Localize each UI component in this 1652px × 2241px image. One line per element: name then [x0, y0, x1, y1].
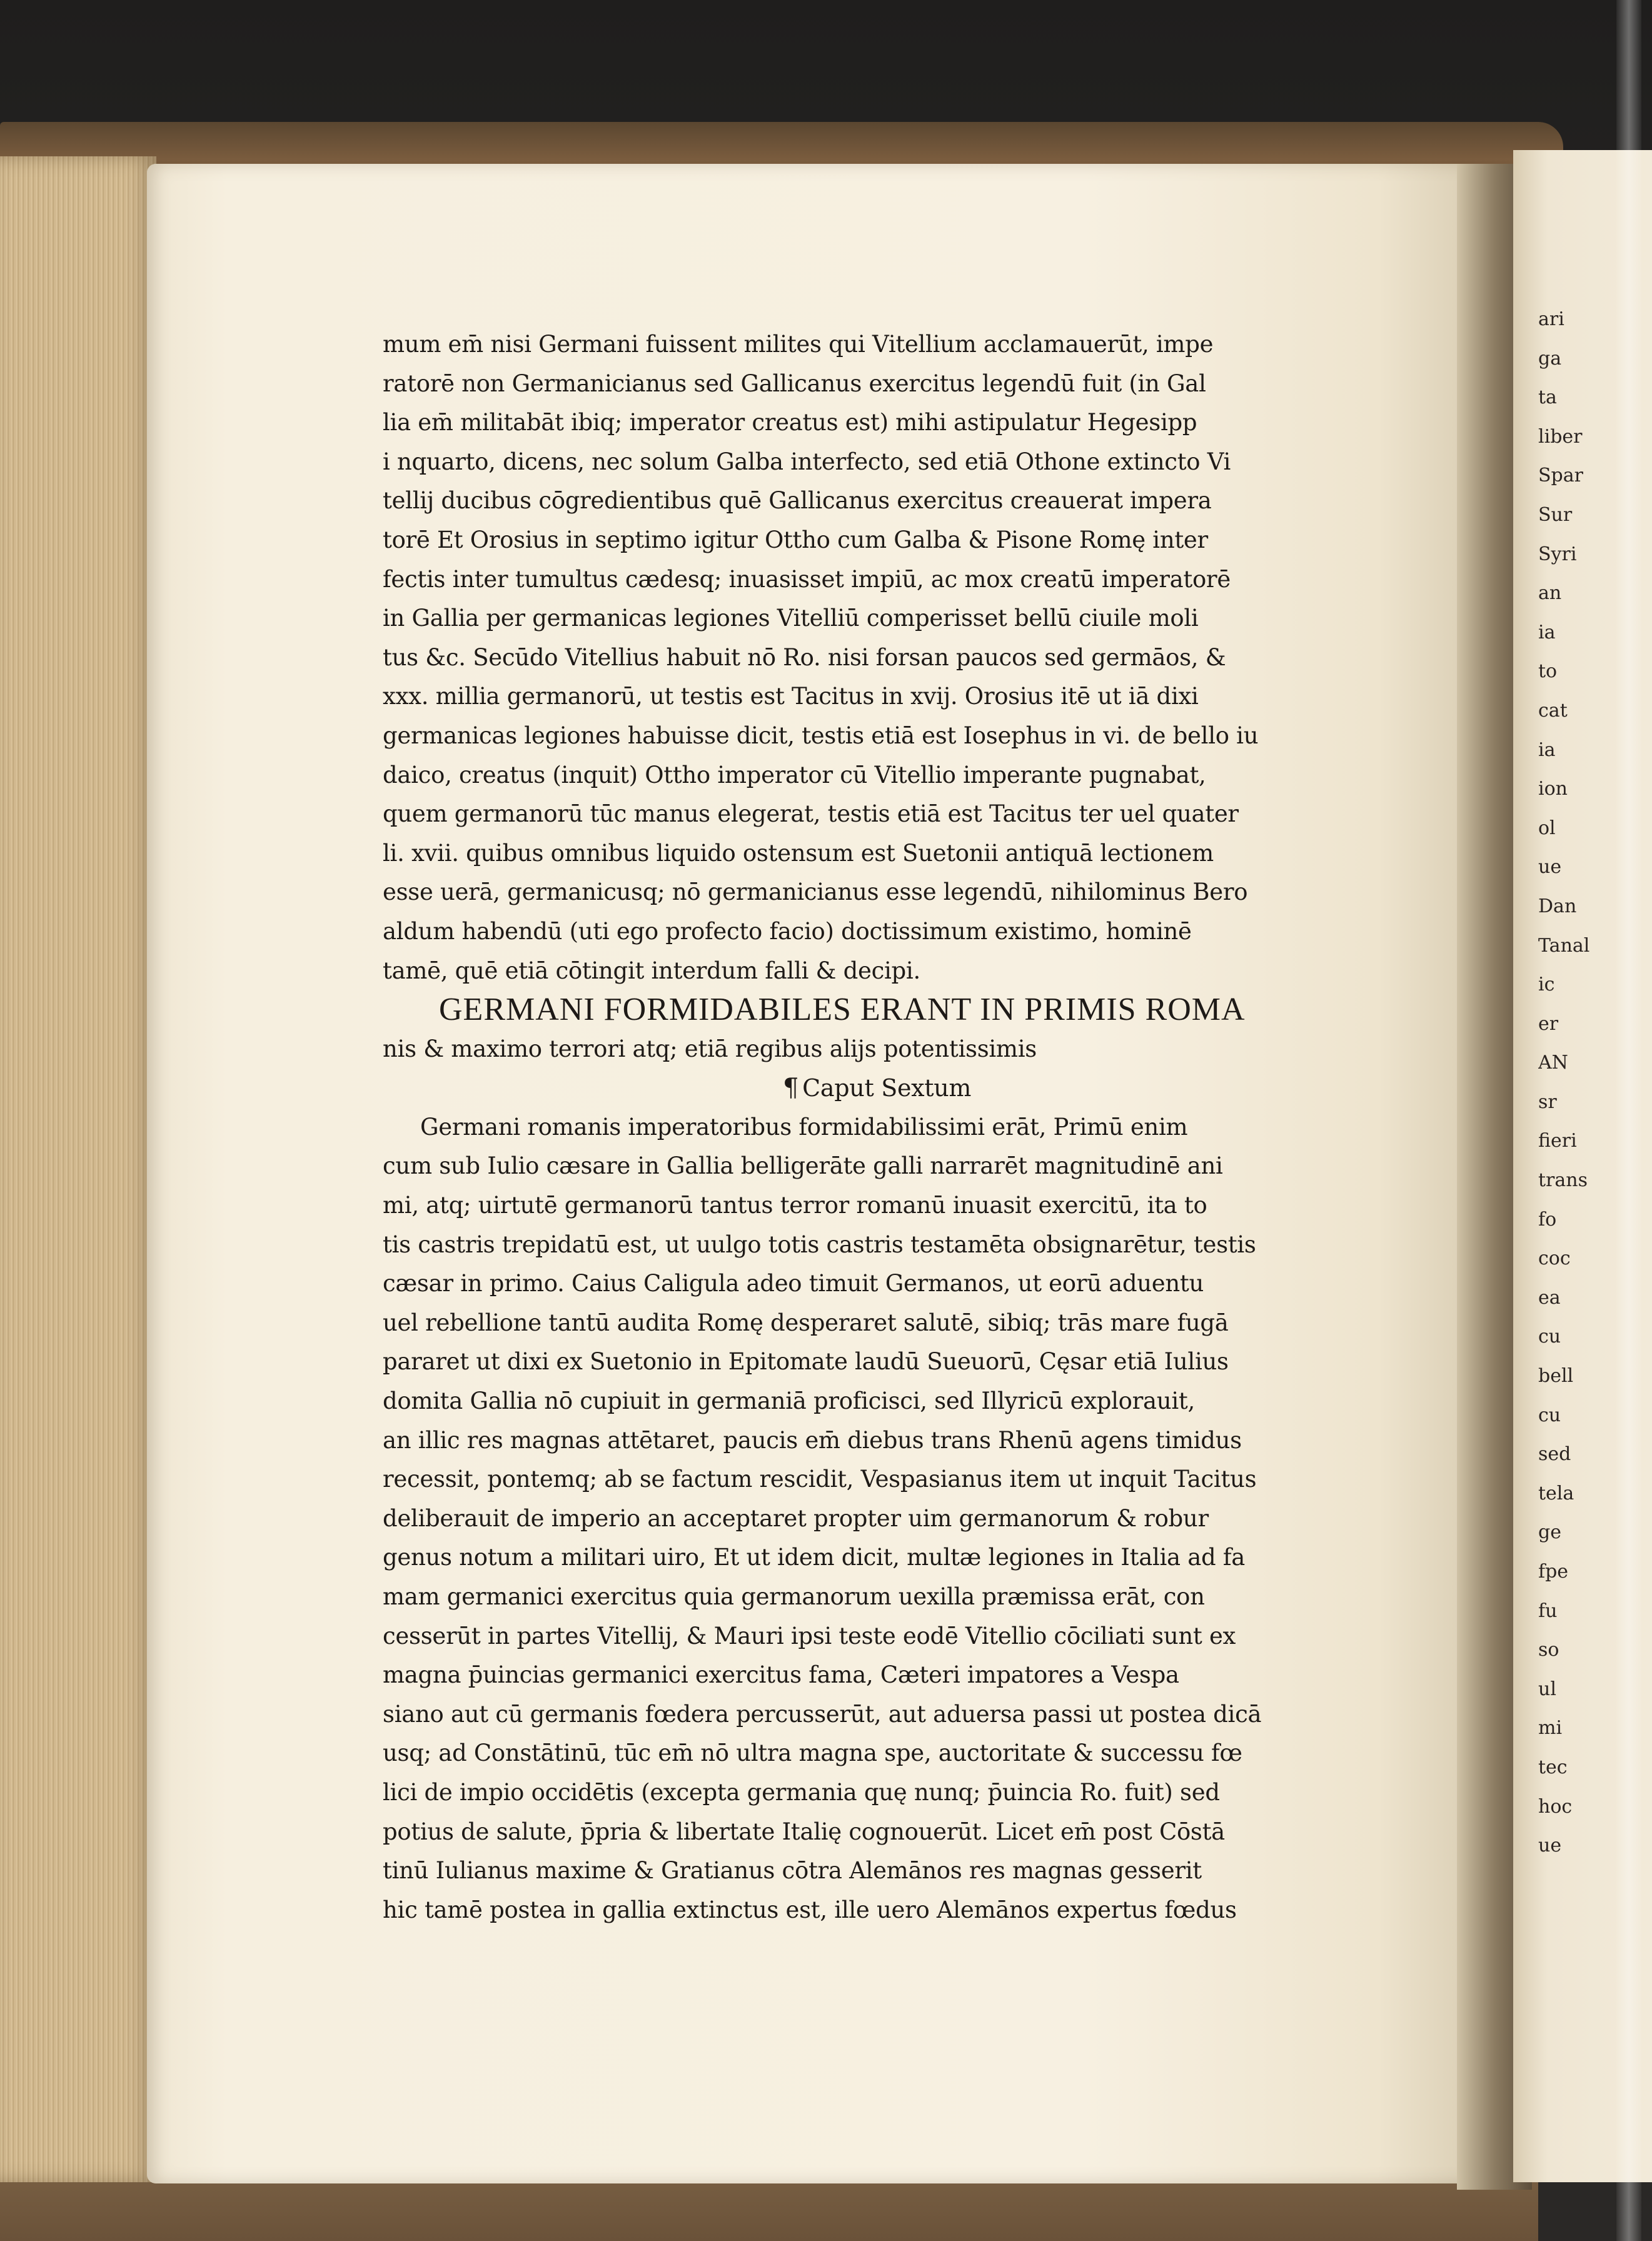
facing-page-fragment-line: tec	[1538, 1756, 1568, 1778]
body-line: mi, atq; uirtutē germanorū tantus terror romanū inuasit exercitū, ita to	[383, 1192, 1207, 1219]
body-line: tinū Iulianus maxime & Gratianus cōtra Alemānos res magnas gesserit	[383, 1857, 1202, 1885]
page-stack-edge	[0, 156, 156, 2182]
facing-page-fragment-line: cu	[1538, 1404, 1561, 1426]
facing-page-fragment-line: cat	[1538, 699, 1568, 722]
text-line: li. xvii. quibus omnibus liquido ostensum est Suetonii antiquā lectionem	[383, 839, 1214, 867]
text-line: daico, creatus (inquit) Ottho imperator cū Vitellio imperante pugnabat,	[383, 761, 1206, 788]
body-line: genus notum a militari uiro, Et ut idem dicit, multæ legiones in Italia ad fa	[383, 1544, 1245, 1571]
chapter-label-text: Caput Sextum	[802, 1074, 972, 1102]
facing-page-fragment-line: an	[1538, 582, 1562, 605]
text-line: tamē, quē etiā cōtingit interdum falli & decipi.	[383, 957, 920, 984]
text-line: torē Et Orosius in septimo igitur Ottho cum Galba & Pisone Romę inter	[383, 526, 1208, 553]
facing-page-fragment-line: ic	[1538, 974, 1555, 996]
body-line: magna p̄uincias germanici exercitus fama, Cæteri impatores a Vespa	[383, 1661, 1179, 1689]
body-line: an illic res magnas attētaret, paucis em̄ diebus trans Rhenū agens timidus	[383, 1426, 1242, 1454]
facing-page-fragment-line: hoc	[1538, 1795, 1573, 1818]
body-line: uel rebellione tantū audita Romę desperaret salutē, sibiq; trās mare fugā	[383, 1309, 1229, 1336]
body-line: Germani romanis imperatoribus formidabilissimi erāt, Primū enim	[420, 1113, 1188, 1141]
text-line: mum em̄ nisi Germani fuissent milites qui Vitellium acclamauerūt, impe	[383, 331, 1214, 358]
facing-page-fragment-line: liber	[1538, 425, 1583, 448]
body-line: hic tamē postea in gallia extinctus est, ille uero Alemānos expertus fœdus	[383, 1896, 1237, 1923]
text-line: xxx. millia germanorū, ut testis est Tacitus in xvij. Orosius itē ut iā dixi	[383, 683, 1199, 710]
text-line: germanicas legiones habuisse dicit, testis etiā est Iosephus in vi. de bello iu	[383, 722, 1259, 749]
chapter-label	[383, 1069, 1439, 1108]
pilcrow-mark: ¶	[783, 1074, 799, 1103]
facing-page-fragment-line: ul	[1538, 1678, 1556, 1700]
facing-page-fragment-line: ea	[1538, 1286, 1561, 1309]
facing-page-fragment-line: er	[1538, 1012, 1559, 1035]
facing-page-fragment-line: ge	[1538, 1521, 1561, 1544]
facing-page-fragment-line: ion	[1538, 778, 1568, 800]
body-line: mam germanici exercitus quia germanorum uexilla præmissa erāt, con	[383, 1583, 1205, 1610]
facing-page-fragment-line: sr	[1538, 1090, 1557, 1113]
body-line: tis castris trepidatū est, ut uulgo totis castris testamēta obsignarētur, testis	[383, 1231, 1256, 1258]
body-line: domita Gallia nō cupiuit in germaniā proficisci, sed Illyricū explorauit,	[383, 1387, 1195, 1415]
facing-page-fragment-line: ga	[1538, 347, 1562, 370]
facing-page-fragment-line: Tanal	[1538, 934, 1590, 957]
text-line: ratorē non Germanicianus sed Gallicanus exercitus legendū fuit (in Gal	[383, 370, 1206, 397]
facing-page-fragment-line: ue	[1538, 856, 1562, 879]
body-line: usq; ad Constātinū, tūc em̄ nō ultra magna spe, auctoritate & successu fœ	[383, 1740, 1242, 1767]
facing-page-fragment-line: Sur	[1538, 503, 1573, 526]
text-line: lia em̄ militabāt ibiq; imperator creatus est) mihi astipulatur Hegesipp	[383, 409, 1197, 436]
text-line: tus &c. Secūdo Vitellius habuit nō Ro. nisi forsan paucos sed germāos, &	[383, 643, 1226, 671]
facing-page-fragment-line: trans	[1538, 1169, 1588, 1192]
facing-page-fragment-line: fo	[1538, 1208, 1557, 1231]
facing-page-fragment-line: ta	[1538, 386, 1557, 409]
facing-page-fragment-line: ol	[1538, 817, 1556, 839]
text-line: quem germanorū tūc manus elegerat, testis etiā est Tacitus ter uel quater	[383, 800, 1239, 828]
page-text	[383, 325, 1439, 1930]
facing-page-fragment-line: ari	[1538, 308, 1564, 330]
facing-page-fragment-line: ue	[1538, 1835, 1562, 1857]
facing-page-fragment-line: fu	[1538, 1599, 1558, 1622]
facing-page-fragment-line: Dan	[1538, 895, 1577, 917]
facing-page-fragment-line: coc	[1538, 1247, 1571, 1270]
facing-page-fragment-line: to	[1538, 660, 1558, 683]
facing-page-fragment-line: AN	[1538, 1052, 1568, 1074]
facing-page-fragment-line: ia	[1538, 621, 1556, 643]
facing-page-fragment-line: tela	[1538, 1482, 1574, 1504]
body-line: lici de impio occidētis (excepta germania quę nunq; p̄uincia Ro. fuit) sed	[383, 1778, 1220, 1806]
facing-page-fragment-line: bell	[1538, 1365, 1574, 1387]
text-line: fectis inter tumultus cædesq; inuasisset impiū, ac mox creatū imperatorē	[383, 565, 1231, 593]
facing-page-fragment-line: fpe	[1538, 1561, 1569, 1583]
body-line: cesserūt in partes Vitellij, & Mauri ipsi teste eodē Vitellio cōciliati sunt ex	[383, 1622, 1236, 1649]
text-line: i nquarto, dicens, nec solum Galba interfecto, sed etiā Othone extincto Vi	[383, 448, 1231, 475]
body-line: cum sub Iulio cæsare in Gallia belligerāte galli narrarēt magnitudinē ani	[383, 1152, 1223, 1180]
text-line: aldum habendū (uti ego profecto facio) doctissimum existimo, hominē	[383, 917, 1192, 945]
facing-page-fragment-line: sed	[1538, 1443, 1571, 1466]
body-line: siano aut cū germanis fœdera percusserūt, aut aduersa passi ut postea dicā	[383, 1700, 1262, 1728]
body-line: cæsar in primo. Caius Caligula adeo timuit Germanos, ut eorū aduentu	[383, 1270, 1204, 1297]
body-line: recessit, pontemq; ab se factum rescidit, Vespasianus item ut inquit Tacitus	[383, 1466, 1257, 1493]
facing-page-fragment-line: ia	[1538, 738, 1556, 761]
facing-page-fragment-line: Spar	[1538, 465, 1583, 487]
glass-reflection	[1616, 0, 1641, 2241]
body-line: deliberauit de imperio an acceptaret propter uim germanorum & robur	[383, 1504, 1209, 1532]
text-line: tellij ducibus cōgredientibus quē Gallicanus exercitus creauerat impera	[383, 487, 1212, 515]
facing-page-fragment-line: so	[1538, 1639, 1559, 1661]
body-line: pararet ut dixi ex Suetonio in Epitomate laudū Sueuorū, Cęsar etiā Iulius	[383, 1348, 1229, 1376]
facing-page-fragment-line: mi	[1538, 1717, 1563, 1740]
chapter-heading-line-2: nis & maximo terrori atq; etiā regibus alijs potentissimis	[383, 1035, 1037, 1062]
facing-page-fragment-line: Syri	[1538, 543, 1577, 565]
facing-page-fragment-line: fieri	[1538, 1130, 1577, 1152]
chapter-heading: GERMANI FORMIDABILES ERANT IN PRIMIS ROMA	[439, 992, 1246, 1028]
text-line: in Gallia per germanicas legiones Vitelliū comperisset bellū ciuile moli	[383, 605, 1199, 632]
body-line: potius de salute, p̄pria & libertate Italię cognouerūt. Licet em̄ post Cōstā	[383, 1818, 1225, 1845]
facing-page-fragment-line: cu	[1538, 1326, 1561, 1348]
text-line: esse uerā, germanicusq; nō germanicianus esse legendū, nihilominus Bero	[383, 879, 1248, 906]
